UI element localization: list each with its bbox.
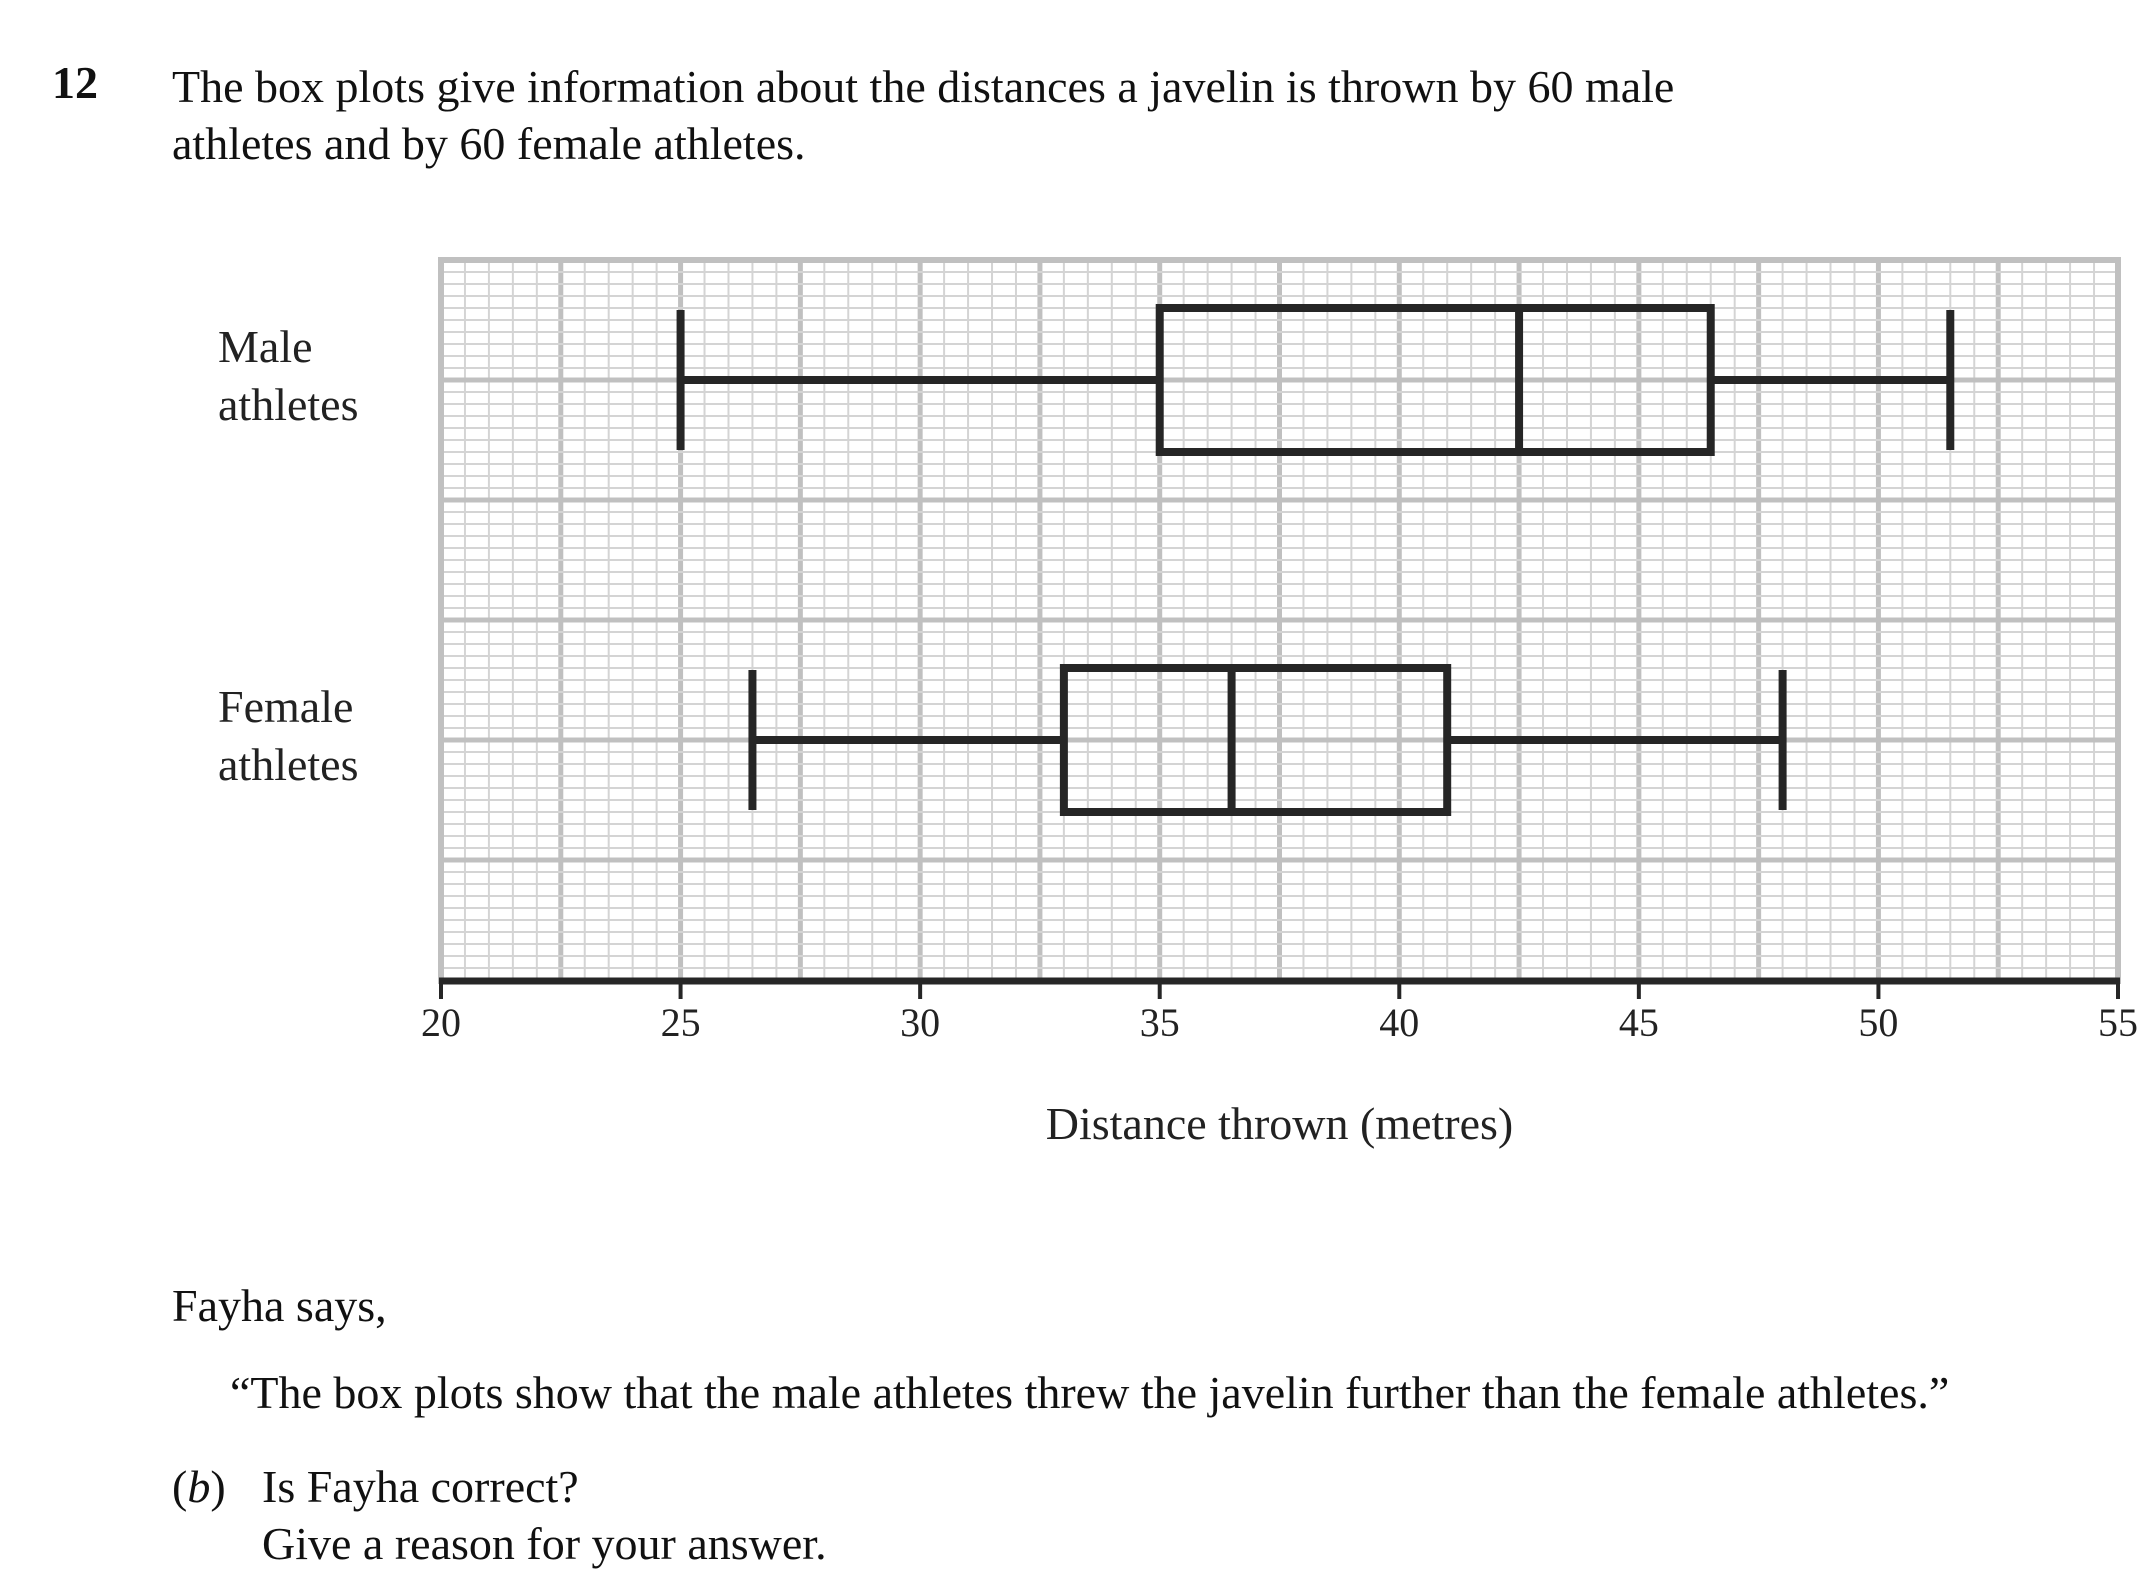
x-tick-label: 25 bbox=[660, 1000, 701, 1045]
statement-intro: Fayha says, bbox=[172, 1280, 387, 1331]
series-label-line-1: Female bbox=[218, 681, 354, 732]
question-intro-line-1: The box plots give information about the distances a javelin is thrown by 60 male bbox=[172, 61, 1675, 112]
statement-quote: “The box plots show that the male athletes threw the javelin further than the female athletes.” bbox=[230, 1367, 1950, 1418]
question-intro-line-2: athletes and by 60 female athletes. bbox=[172, 118, 806, 169]
series-label bbox=[218, 321, 359, 430]
x-tick-label: 30 bbox=[900, 1000, 941, 1045]
series-label-line-2: athletes bbox=[218, 739, 359, 790]
x-tick-label: 20 bbox=[421, 1000, 461, 1045]
x-tick-label: 45 bbox=[1618, 1000, 1659, 1045]
x-tick-label: 35 bbox=[1139, 1000, 1180, 1045]
part-b-label: (b) bbox=[172, 1461, 226, 1512]
part-b-line-2: Give a reason for your answer. bbox=[262, 1518, 827, 1569]
x-axis-title: Distance thrown (metres) bbox=[1045, 1098, 1514, 1149]
series-label bbox=[218, 681, 359, 790]
grid bbox=[441, 260, 2118, 981]
x-tick-label: 40 bbox=[1379, 1000, 1420, 1045]
x-axis bbox=[421, 981, 2138, 1149]
question-number: 12 bbox=[52, 57, 98, 108]
part-b-question bbox=[262, 1458, 827, 1572]
x-tick-label: 50 bbox=[1858, 1000, 1899, 1045]
x-tick-label: 55 bbox=[2098, 1000, 2138, 1045]
series-label-line-2: athletes bbox=[218, 379, 359, 430]
series-label-line-1: Male bbox=[218, 321, 313, 372]
labels bbox=[218, 321, 359, 790]
part-b-line-1: Is Fayha correct? bbox=[262, 1461, 579, 1512]
